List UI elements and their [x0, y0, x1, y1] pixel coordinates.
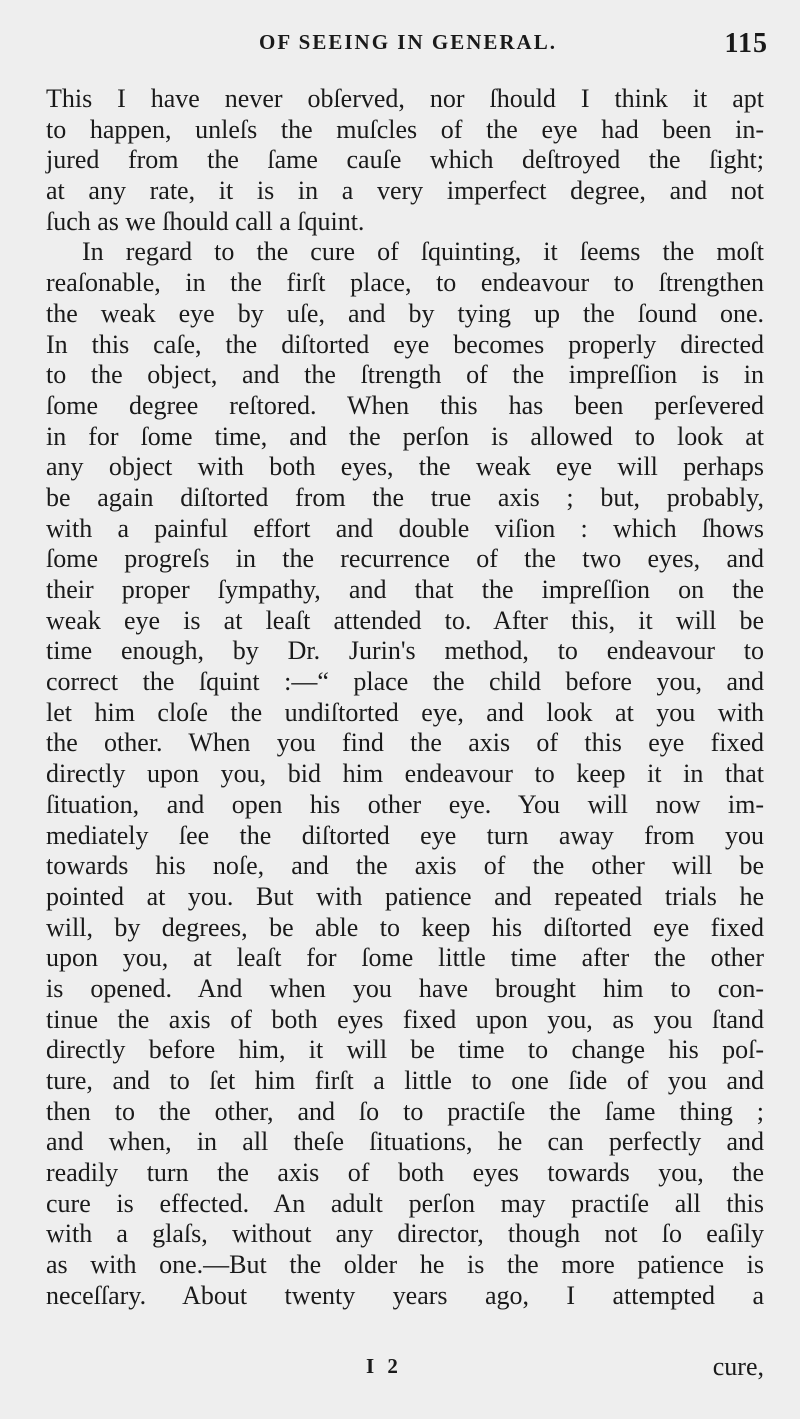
text-line: time enough, by Dr. Jurin's method, to endeavour to — [46, 636, 764, 666]
text-line: with a painful effort and double viſion : which ſhows — [46, 513, 764, 543]
text-line: correct the ſquint :—“ place the child before you, and — [46, 667, 764, 697]
text-line: ſome progreſs in the recurrence of the two eyes, and — [46, 544, 764, 574]
text-line: reaſonable, in the firſt place, to endeavour to ſtrengthen — [46, 268, 764, 298]
text-line: as with one.—But the older he is the more patience is — [46, 1250, 764, 1280]
text-line: and when, in all theſe ſituations, he can perfectly and — [46, 1127, 764, 1157]
text-line: to happen, unleſs the muſcles of the eye had been in- — [46, 114, 764, 144]
text-line: will, by degrees, be able to keep his diſtorted eye fixed — [46, 912, 764, 942]
text-line: their proper ſympathy, and that the impreſſion on the — [46, 575, 764, 604]
text-line: is opened. And when you have brought him to con- — [46, 973, 764, 1003]
text-line: directly before him, it will be time to change his poſ- — [46, 1035, 764, 1065]
text-line: This I have never obſerved, nor ſhould I think it apt — [46, 84, 764, 113]
text-line: with a glaſs, without any director, though not ſo eaſily — [46, 1219, 764, 1249]
body-text — [46, 84, 764, 1312]
text-line: pointed at you. But with patience and repeated trials he — [46, 881, 764, 911]
text-line: to the object, and the ſtrength of the impreſſion is in — [46, 360, 764, 390]
text-line: ſome degree reſtored. When this has been perſevered — [46, 390, 764, 420]
page-header — [48, 28, 768, 58]
running-head: OF SEEING IN GENERAL. — [259, 30, 557, 54]
text-line: in for ſome time, and the perſon is allowed to look at — [46, 421, 764, 451]
text-line: tinue the axis of both eyes fixed upon you, as you ſtand — [46, 1004, 764, 1034]
text-line: the weak eye by uſe, and by tying up the ſound one. — [46, 298, 764, 328]
catchword: cure, — [712, 1352, 764, 1381]
text-line: the other. When you find the axis of this eye fixed — [46, 728, 764, 758]
page-number: 115 — [724, 28, 768, 59]
text-line: be again diſtorted from the true axis ; but, probably, — [46, 482, 764, 512]
text-line: let him cloſe the undiſtorted eye, and look at you with — [46, 697, 764, 727]
text-line: mediately ſee the diſtorted eye turn away from you — [46, 820, 764, 850]
page-footer — [48, 1354, 764, 1386]
text-line: at any rate, it is in a very imperfect degree, and not — [46, 176, 764, 206]
text-line: any object with both eyes, the weak eye will perhaps — [46, 452, 764, 482]
text-line: cure is effected. An adult perſon may practiſe all this — [46, 1188, 764, 1218]
text-line: jured from the ſame cauſe which deſtroyed the ſight; — [46, 145, 764, 175]
text-line: then to the other, and ſo to practiſe the ſame thing ; — [46, 1096, 764, 1126]
text-line: upon you, at leaſt for ſome little time after the other — [46, 943, 764, 973]
text-line: directly upon you, bid him endeavour to keep it in that — [46, 759, 764, 789]
text-line: neceſſary. About twenty years ago, I attempted a — [46, 1280, 764, 1310]
text-line: In regard to the cure of ſquinting, it ſeems the moſt — [82, 237, 764, 267]
text-line: In this caſe, the diſtorted eye becomes properly directed — [46, 329, 764, 359]
text-line: readily turn the axis of both eyes towards you, the — [46, 1158, 764, 1188]
text-line: weak eye is at leaſt attended to. After this, it will be — [46, 605, 764, 635]
text-line: ſuch as we ſhould call a ſquint. — [46, 206, 365, 236]
text-line: towards his noſe, and the axis of the other will be — [46, 851, 764, 881]
text-line: ſituation, and open his other eye. You will now im- — [46, 789, 764, 819]
text-line: ture, and to ſet him firſt a little to one ſide of you and — [46, 1066, 764, 1095]
signature-mark: I 2 — [366, 1354, 402, 1378]
